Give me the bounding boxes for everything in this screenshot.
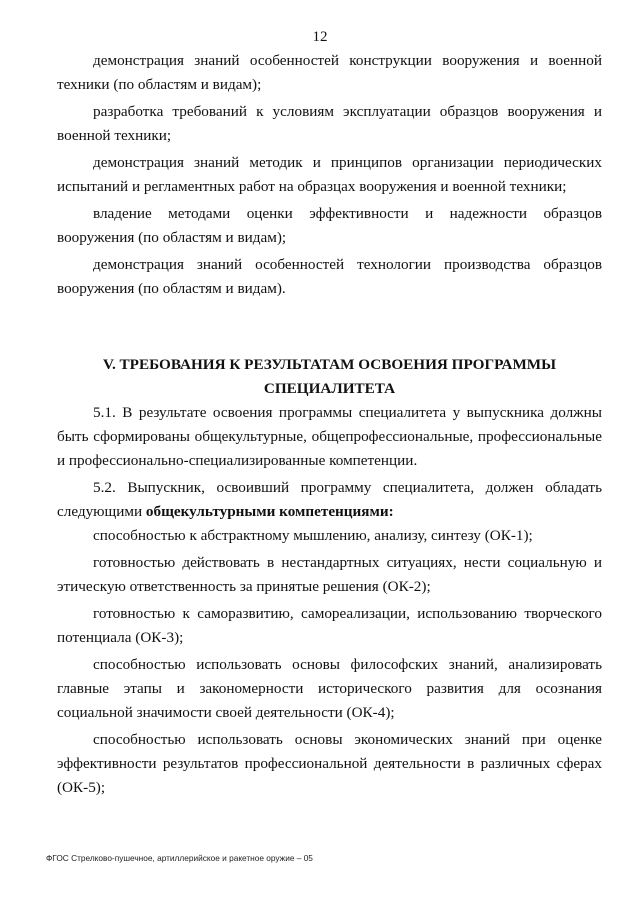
paragraph-5-2 xyxy=(57,476,602,524)
paragraph-5-2-bold: общекультурными компетенциями: xyxy=(145,503,394,520)
intro-paragraph: демонстрация знаний особенностей технологии производства образцов вооружения (по областям и видам). xyxy=(57,256,602,297)
section-heading xyxy=(57,353,602,401)
competency-item: готовностью действовать в нестандартных ситуациях, нести социальную и этическую ответственность за принятые решения (ОК-2); xyxy=(57,554,602,595)
page-number: 12 xyxy=(312,29,328,45)
intro-paragraph: демонстрация знаний особенностей конструкции вооружения и военной техники (по областям и видам); xyxy=(57,52,602,93)
paragraph-5-1: 5.1. В результате освоения программы специалитета у выпускника должны быть сформированы общекультурные, общепрофессиональные, профессиональные и профессионально-специализированные компетенции. xyxy=(57,404,602,469)
competency-item: способностью к абстрактному мышлению, анализу, синтезу (ОК-1); xyxy=(93,527,533,544)
paragraph-5-2-text: 5.2. Выпускник, освоивший программу специалитета, должен обладать следующими xyxy=(57,479,602,520)
section-heading-line2: СПЕЦИАЛИТЕТА xyxy=(263,380,396,397)
section-heading-line1: V. ТРЕБОВАНИЯ К РЕЗУЛЬТАТАМ ОСВОЕНИЯ ПРОГРАММЫ xyxy=(102,356,557,373)
document-body xyxy=(57,49,602,800)
competency-item: способностью использовать основы экономических знаний при оценке эффективности результатов профессиональной деятельности в различных сферах (ОК-5); xyxy=(57,731,602,796)
intro-paragraph: разработка требований к условиям эксплуатации образцов вооружения и военной техники; xyxy=(57,103,602,144)
competency-item: способностью использовать основы философских знаний, анализировать главные этапы и закономерности исторического развития для осознания социальной значимости своей деятельности (ОК-4); xyxy=(57,656,602,721)
intro-paragraph: демонстрация знаний методик и принципов организации периодических испытаний и регламентных работ на образцах вооружения и военной техники; xyxy=(57,154,602,195)
intro-paragraph: владение методами оценки эффективности и надежности образцов вооружения (по областям и видам); xyxy=(57,205,602,246)
competency-item: готовностью к саморазвитию, самореализации, использованию творческого потенциала (ОК-3); xyxy=(57,605,602,646)
page-footer: ФГОС Стрелково-пушечное, артиллерийское и ракетное оружие – 05 xyxy=(46,853,313,863)
